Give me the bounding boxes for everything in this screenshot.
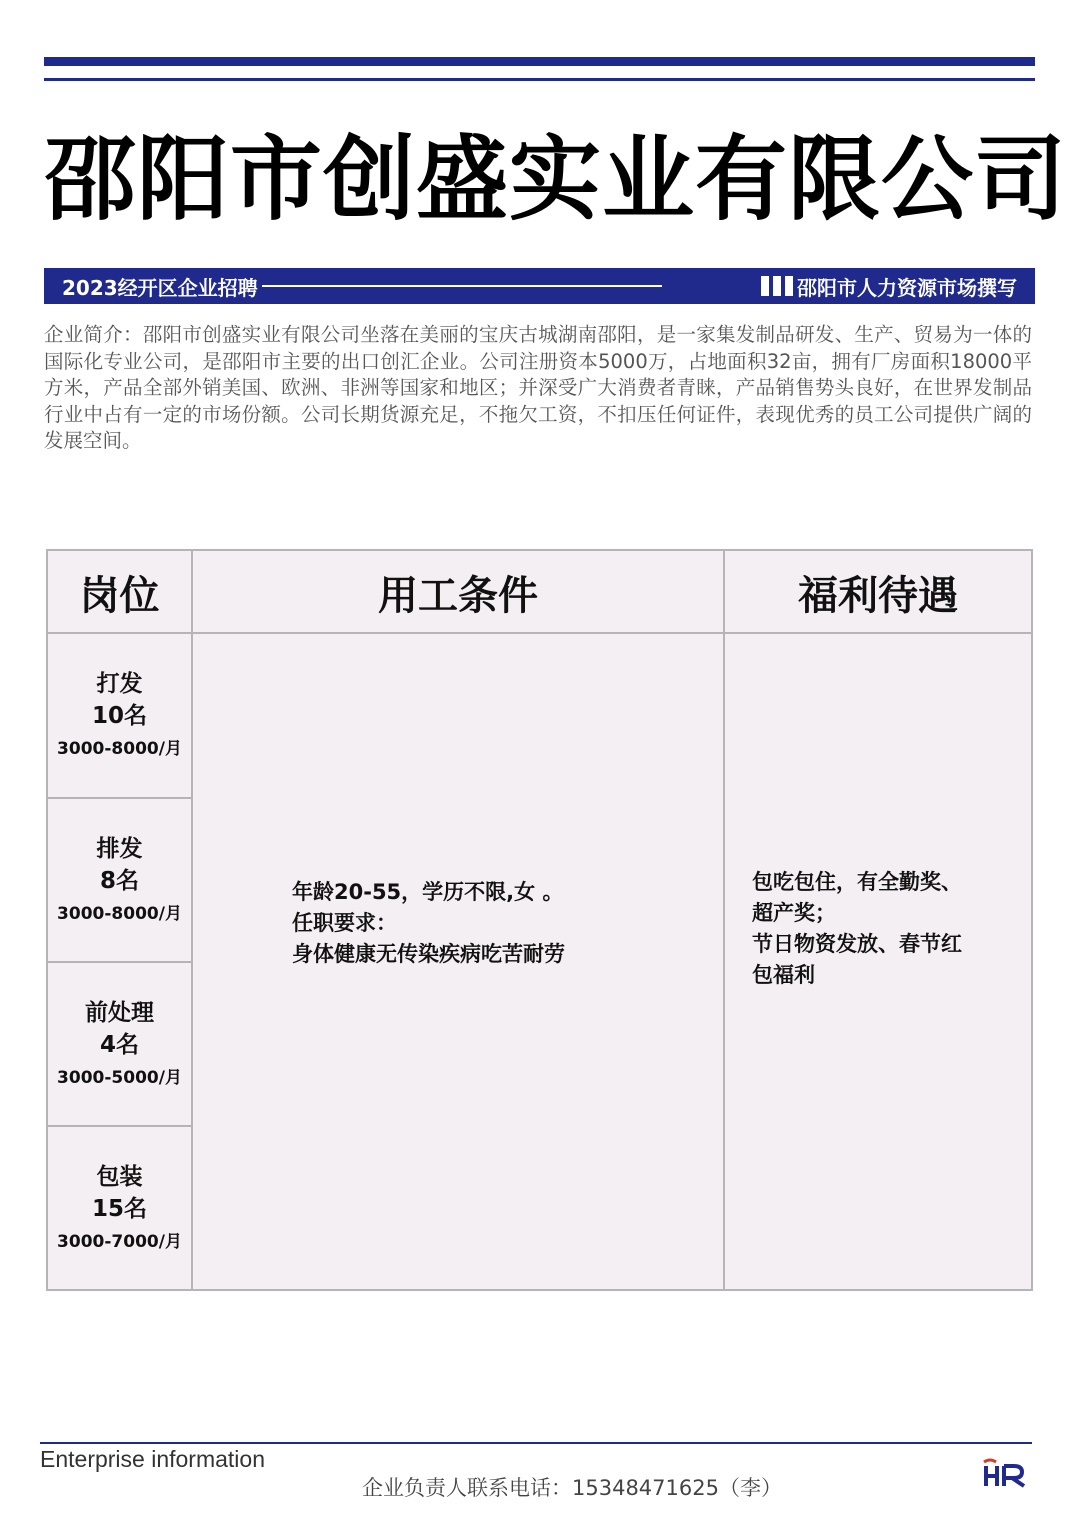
footer-rule	[40, 1442, 1032, 1444]
position-cell	[48, 634, 191, 798]
bar-block-icon	[785, 276, 793, 296]
position-cell	[48, 963, 191, 1127]
table-col-divider	[191, 551, 193, 1289]
position-name: 排发	[96, 836, 143, 862]
position-cell	[48, 799, 191, 963]
header-benefits: 福利待遇	[798, 572, 958, 619]
company-intro: 企业简介：邵阳市创盛实业有限公司坐落在美丽的宝庆古城湖南邵阳，是一家集发制品研发、生产、贸易为一体的国际化专业公司，是邵阳市主要的出口创汇企业。公司注册资本5000万，占地面积32亩，拥有厂房面积18000平方米，产品全部外销美国、欧洲、非洲等国家和地区；并深受广大消费者青睐，产品销售势头良好，在世界发制品行业中占有一定的市场份额。公司长期货源充足，不拖欠工资，不扣压任何证件，表现优秀的员工公司提供广阔的发展空间。	[44, 323, 1032, 452]
benefits-text	[752, 867, 1022, 991]
benefits-line: 节日物资发放、春节红	[752, 932, 962, 956]
position-salary: 3000-8000/月	[57, 739, 182, 759]
benefits-line: 超产奖；	[752, 901, 836, 925]
conditions-line: 身体健康无传染疾病吃苦耐劳	[292, 942, 565, 966]
conditions-text	[292, 877, 732, 970]
benefits-line: 包吃包住，有全勤奖、	[752, 870, 962, 894]
position-salary: 3000-8000/月	[57, 904, 182, 924]
header-position: 岗位	[79, 572, 160, 619]
position-count: 4名	[99, 1032, 139, 1058]
position-count: 8名	[99, 868, 139, 894]
benefits-line: 包福利	[752, 963, 815, 987]
position-count: 15名	[91, 1196, 147, 1222]
top-rule-thin	[44, 78, 1035, 81]
subtitle-left-text: 2023经开区企业招聘	[62, 275, 258, 300]
jobs-table	[46, 549, 1033, 1291]
bar-block-icon	[761, 276, 769, 296]
position-salary: 3000-5000/月	[57, 1068, 182, 1088]
footer-contact: 企业负责人联系电话：15348471625（李）	[362, 1476, 782, 1500]
subtitle-divider-line	[262, 285, 662, 287]
conditions-line: 年龄20-55，学历不限,女 。	[292, 880, 564, 904]
position-name: 包装	[96, 1164, 143, 1190]
position-salary: 3000-7000/月	[57, 1232, 182, 1252]
position-count: 10名	[91, 703, 147, 729]
hr-logo-icon	[980, 1456, 1030, 1490]
subtitle-right-text: 邵阳市人力资源市场撰写	[797, 275, 1017, 300]
position-name: 打发	[96, 671, 143, 697]
top-rule-thick	[44, 57, 1035, 66]
position-cell	[48, 1127, 191, 1291]
header-conditions: 用工条件	[378, 572, 538, 619]
footer-english-label: Enterprise information	[40, 1446, 265, 1472]
bar-block-icon	[773, 276, 781, 296]
company-title: 邵阳市创盛实业有限公司	[44, 126, 1068, 233]
conditions-line: 任职要求：	[292, 911, 397, 935]
subtitle-bar	[44, 268, 1035, 304]
position-name: 前处理	[85, 1000, 154, 1026]
